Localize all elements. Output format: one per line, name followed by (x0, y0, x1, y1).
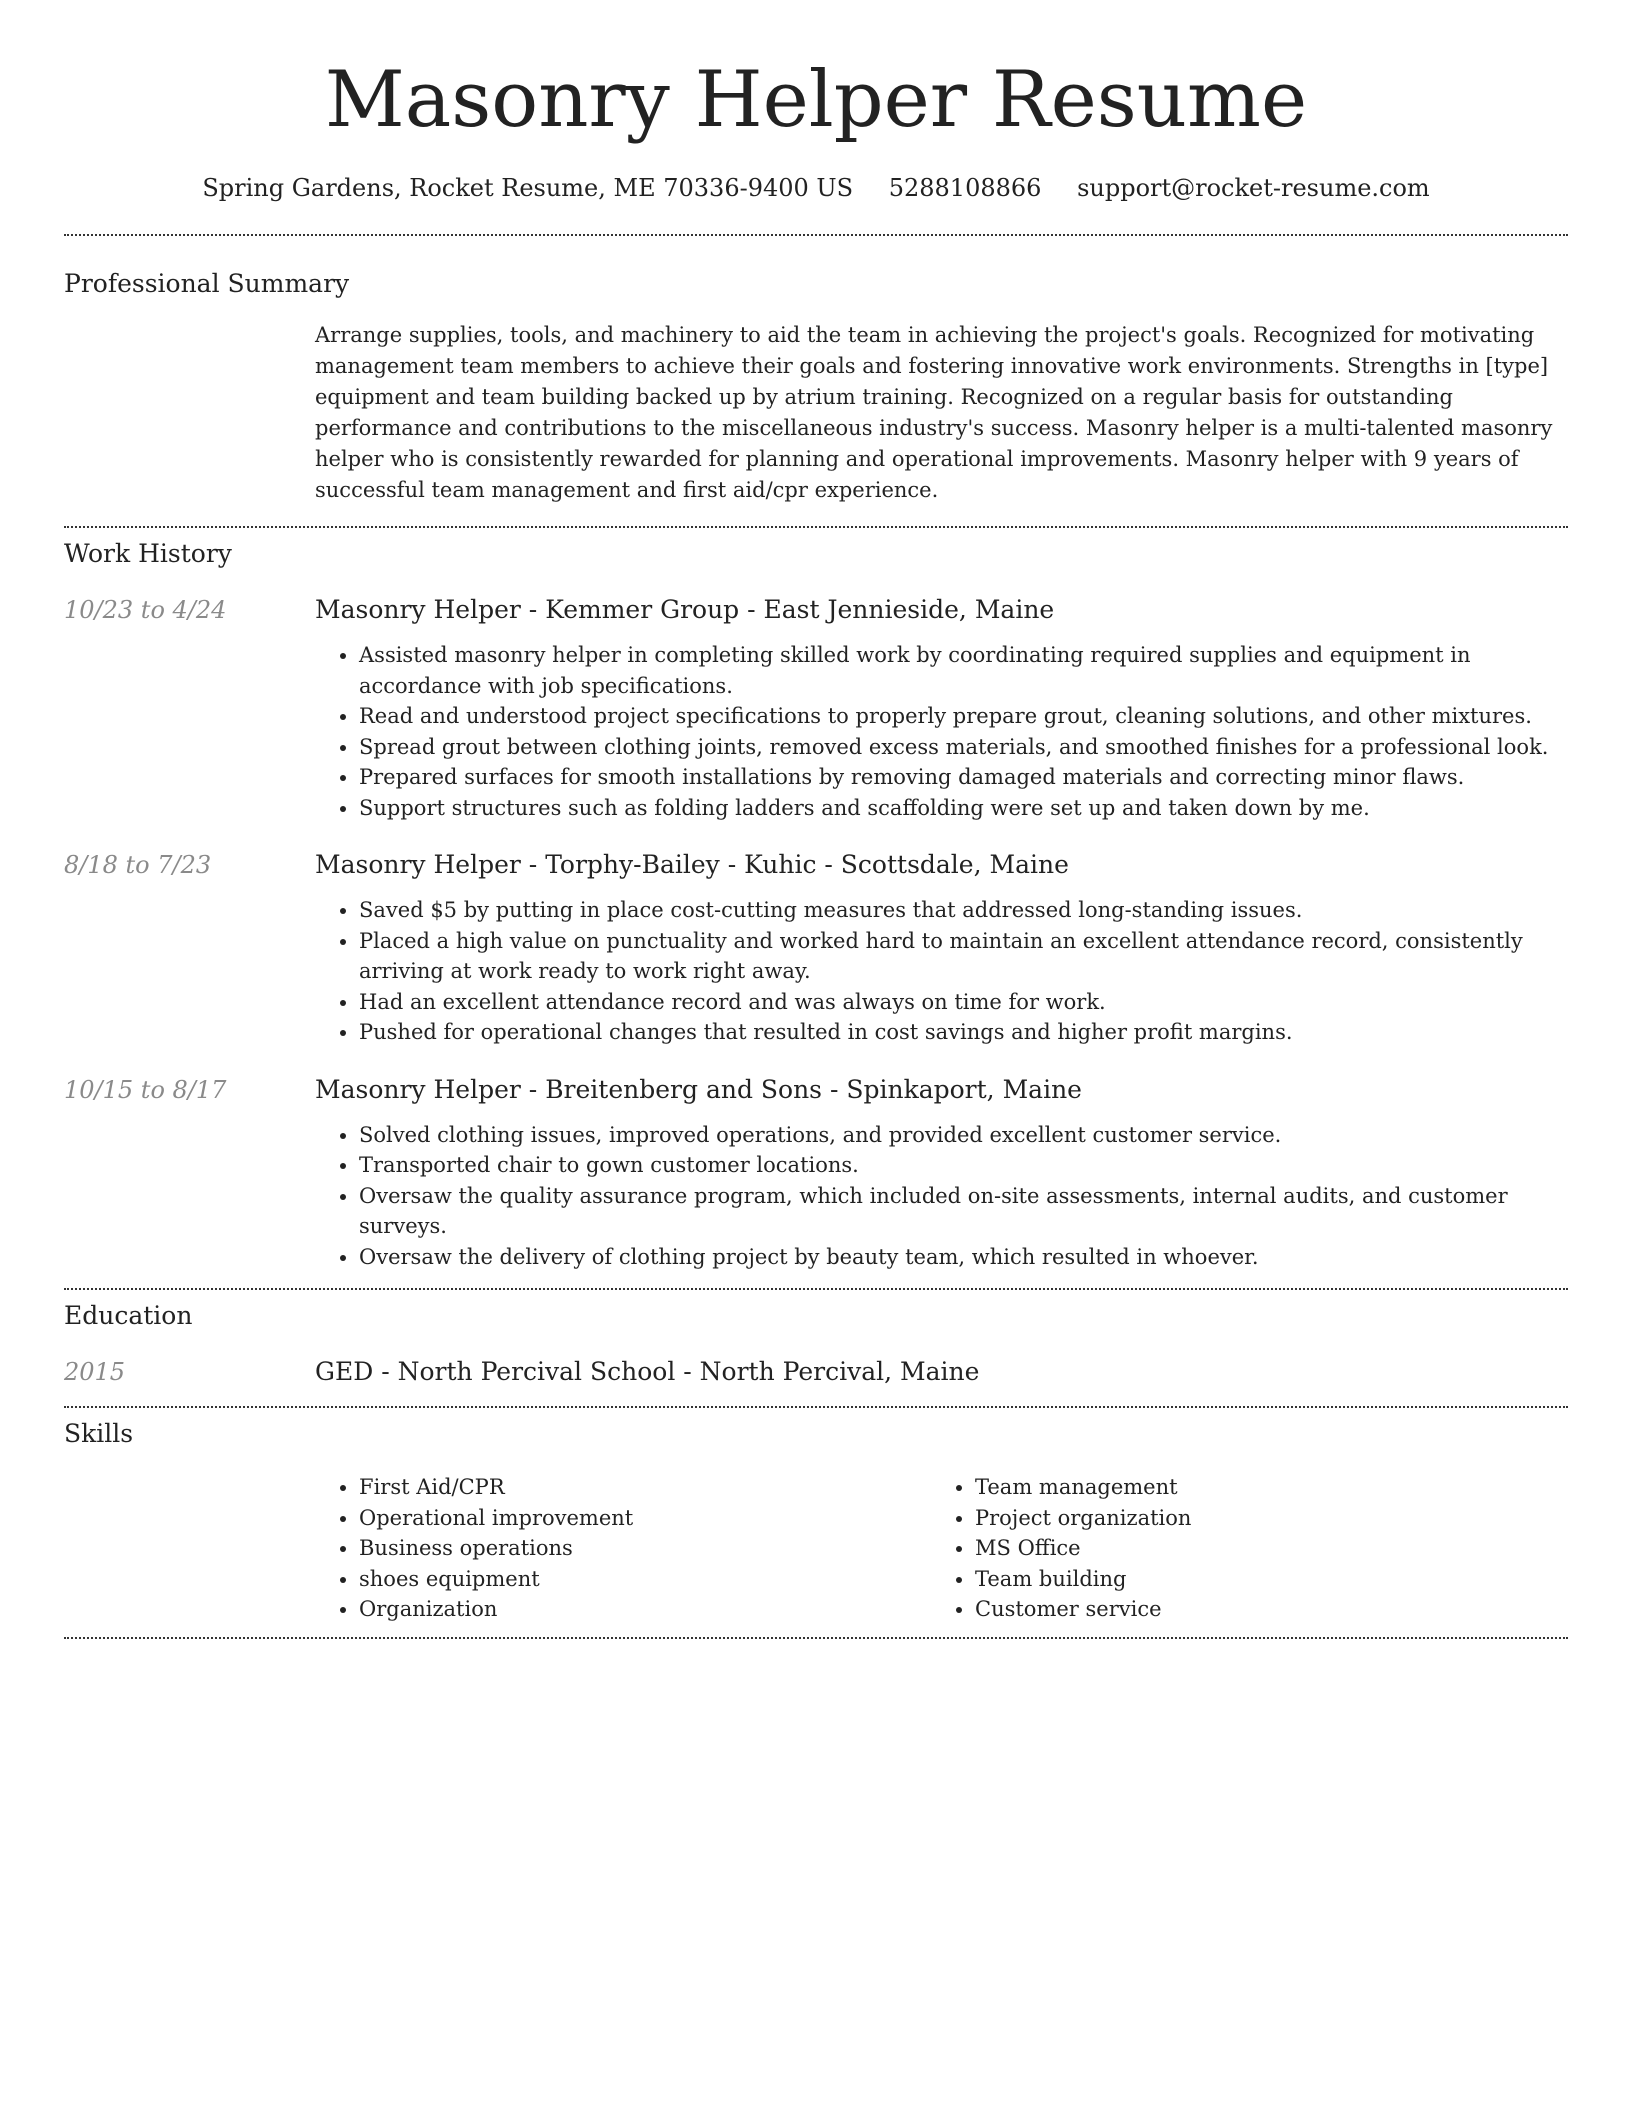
skill-item: • Customer service (975, 1594, 1547, 1625)
job-heading: Masonry Helper - Torphy-Bailey - Kuhic - Scottsdale, Maine (315, 850, 1069, 879)
section-title-summary: Professional Summary (64, 269, 350, 298)
skill-item: • First Aid/CPR (359, 1472, 931, 1503)
resume-header (64, 0, 1568, 204)
contact-address: Spring Gardens, Rocket Resume, ME 70336-9400 US (202, 174, 854, 202)
section-title-work-history: Work History (64, 539, 232, 568)
summary-text: Arrange supplies, tools, and machinery to aid the team in achieving the project's goals. Recognized for motivating management team members to achieve their goals and fostering innovative work environments. Strengths in [type] equipment and team building backed up by atrium training. Recognized on a regular basis for outstanding performance and contributions to the miscellaneous industry's success. Masonry helper is a multi-talented masonry helper who is consistently rewarded for planning and operational improvements. Masonry helper with 9 years of successful team management and first aid/cpr experience. (315, 323, 1553, 502)
contact-line (64, 172, 1568, 204)
job-bullets (315, 895, 1568, 1048)
list-item: • Read and understood project specifications to properly prepare grout, cleaning solutions, and other mixtures. (359, 701, 1568, 732)
skill-item: • Project organization (975, 1503, 1547, 1534)
skill-item: • Business operations (359, 1533, 931, 1564)
work-history-section (64, 528, 1568, 1272)
job-entry (64, 1074, 1568, 1273)
education-heading: GED - North Percival School - North Percival, Maine (315, 1357, 980, 1386)
list-item: • Support structures such as folding ladders and scaffolding were set up and taken down by me. (359, 793, 1568, 824)
job-entry (64, 849, 1568, 1048)
page-title: Masonry Helper Resume (324, 55, 1308, 145)
job-dates: 10/15 to 8/17 (64, 1075, 227, 1104)
education-section (64, 1290, 1568, 1388)
skills-section (64, 1408, 1568, 1625)
job-dates: 8/18 to 7/23 (64, 851, 212, 879)
contact-email: support@rocket-resume.com (1077, 174, 1430, 202)
skill-item: • MS Office (975, 1533, 1547, 1564)
contact-phone: 5288108866 (888, 174, 1042, 202)
job-bullets (315, 640, 1568, 823)
list-item: • Assisted masonry helper in completing skilled work by coordinating required supplies and equipment in accordance with job specifications. (359, 640, 1568, 701)
section-title-education: Education (64, 1301, 193, 1330)
job-heading: Masonry Helper - Breitenberg and Sons - Spinkaport, Maine (315, 1074, 1082, 1104)
list-item: • Transported chair to gown customer locations. (359, 1150, 1568, 1181)
summary-section (64, 236, 1568, 506)
list-item: • Spread grout between clothing joints, removed excess materials, and smoothed finishes for a professional look. (359, 732, 1568, 763)
job-entry (64, 594, 1568, 823)
list-item: • Prepared surfaces for smooth installations by removing damaged materials and correcting minor flaws. (359, 762, 1568, 793)
skills-list-right (931, 1472, 1547, 1625)
list-item: • Had an excellent attendance record and was always on time for work. (359, 987, 1568, 1018)
list-item: • Placed a high value on punctuality and worked hard to maintain an excellent attendance record, consistently arriving at work ready to work right away. (359, 926, 1568, 987)
skill-item: • Organization (359, 1594, 931, 1625)
skill-item: • Team management (975, 1472, 1547, 1503)
section-title-skills: Skills (64, 1419, 134, 1448)
skill-item: • Team building (975, 1564, 1547, 1595)
list-item: • Pushed for operational changes that resulted in cost savings and higher profit margins. (359, 1017, 1568, 1048)
skills-list-left (315, 1472, 931, 1625)
list-item: • Oversaw the quality assurance program, which included on-site assessments, internal audits, and customer surveys. (359, 1181, 1568, 1242)
list-item: • Oversaw the delivery of clothing project by beauty team, which resulted in whoever. (359, 1242, 1568, 1273)
education-year: 2015 (64, 1358, 126, 1386)
divider (64, 1637, 1568, 1639)
skill-item: • Operational improvement (359, 1503, 931, 1534)
job-bullets (315, 1120, 1568, 1273)
job-dates: 10/23 to 4/24 (64, 596, 227, 624)
list-item: • Saved $5 by putting in place cost-cutting measures that addressed long-standing issues. (359, 895, 1568, 926)
skill-item: • shoes equipment (359, 1564, 931, 1595)
education-entry (64, 1356, 1568, 1388)
list-item: • Solved clothing issues, improved operations, and provided excellent customer service. (359, 1120, 1568, 1151)
job-heading: Masonry Helper - Kemmer Group - East Jennieside, Maine (315, 595, 1055, 624)
